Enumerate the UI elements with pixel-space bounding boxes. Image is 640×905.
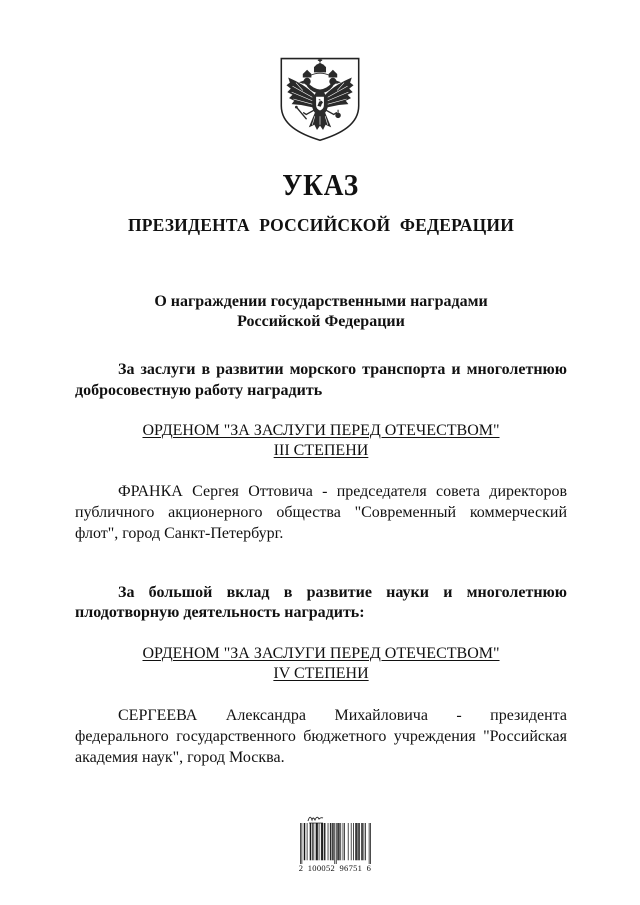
barcode-bar <box>321 823 322 860</box>
barcode-bar <box>356 823 357 860</box>
order-degree-line: IV СТЕПЕНИ <box>273 665 369 682</box>
award-reason <box>75 583 567 623</box>
recipient-line: флот", город Санкт-Петербург. <box>75 525 284 542</box>
barcode-bar <box>333 823 334 860</box>
barcode-bar <box>304 823 305 860</box>
barcode-bar <box>331 823 332 860</box>
barcode-bar <box>364 823 365 860</box>
barcode-bar <box>322 823 323 860</box>
order-name-line: ОРДЕНОМ "ЗА ЗАСЛУГИ ПЕРЕД ОТЕЧЕСТВОМ" <box>142 645 500 662</box>
barcode-bar <box>317 823 318 860</box>
barcode-bar <box>369 823 370 864</box>
barcode-bar <box>301 823 302 864</box>
decree-title <box>75 166 567 204</box>
barcode-bar <box>353 823 354 860</box>
barcode-bar <box>319 823 320 860</box>
award-reason-line: За большой вклад в развитие науки и многолетнюю <box>118 584 567 601</box>
barcode-bar <box>344 823 345 860</box>
barcode-bar <box>348 823 349 860</box>
barcode-bar <box>312 823 313 860</box>
barcode-bar <box>330 823 331 860</box>
barcode-bar <box>361 823 362 860</box>
order-name-line: ОРДЕНОМ "ЗА ЗАСЛУГИ ПЕРЕД ОТЕЧЕСТВОМ" <box>142 422 500 439</box>
award-reason <box>75 359 567 401</box>
barcode-bar <box>359 823 360 860</box>
barcode-bar <box>324 823 325 860</box>
barcode-bar <box>300 823 301 864</box>
award-reason-line: добросовестную работу наградить <box>75 382 323 399</box>
recipient-line: СЕРГЕЕВА Александра Михайловича - президента <box>118 707 567 724</box>
barcode-bar <box>340 823 341 860</box>
recipient-line: ФРАНКА Сергея Оттовича - председателя совета директоров <box>118 483 567 500</box>
barcode-bar <box>343 823 344 860</box>
barcode-bar <box>337 823 338 860</box>
barcode-bar <box>316 823 317 860</box>
barcode-bar <box>332 823 333 860</box>
coat-of-arms-icon <box>277 55 363 143</box>
recipient-line: публичного акционерного общества "Современный коммерческий <box>75 504 567 521</box>
barcode-bar <box>355 823 356 860</box>
recipient-line: федерального государственного бюджетного учреждения "Российская <box>75 728 567 745</box>
recipient-line: академия наук", город Москва. <box>75 749 285 766</box>
decree-subtitle: ПРЕЗИДЕНТА РОССИЙСКОЙ ФЕДЕРАЦИИ <box>127 215 515 235</box>
barcode-bar <box>365 823 366 860</box>
barcode-bar <box>322 823 323 860</box>
award-reason-line: За заслуги в развитии морского транспорта и многолетнюю <box>118 361 567 378</box>
barcode-bar <box>351 823 352 860</box>
barcode-bar <box>307 823 308 860</box>
barcode-bar <box>325 823 326 860</box>
recipient <box>75 481 567 544</box>
recipient <box>75 705 567 768</box>
barcode-number: 2 100052 96751 6 <box>298 863 372 873</box>
subject-heading <box>75 292 567 332</box>
barcode-bar <box>313 823 314 860</box>
subject-line: О награждении государственными наградами <box>154 293 488 310</box>
decree-title-text: УКАЗ <box>282 167 360 202</box>
barcode-bar <box>339 823 340 860</box>
award-reason-line: плодотворную деятельность наградить: <box>75 604 365 621</box>
barcode-bar <box>316 823 317 860</box>
barcode-bar <box>310 823 311 860</box>
barcode-bar <box>310 823 311 860</box>
subject-line: Российской Федерации <box>237 313 405 330</box>
barcode-bar <box>328 823 329 860</box>
barcode-bar <box>334 823 335 864</box>
barcode-bar <box>338 823 339 860</box>
order-degree-line: III СТЕПЕНИ <box>273 442 369 459</box>
order-name <box>75 421 567 461</box>
barcode-bar <box>358 823 359 860</box>
order-name <box>75 644 567 684</box>
barcode-bar <box>362 823 363 860</box>
barcode-bar <box>304 823 305 860</box>
barcode-bar <box>357 823 358 860</box>
barcode-bar <box>336 823 337 864</box>
barcode-bar <box>370 823 371 864</box>
barcode <box>300 823 371 864</box>
